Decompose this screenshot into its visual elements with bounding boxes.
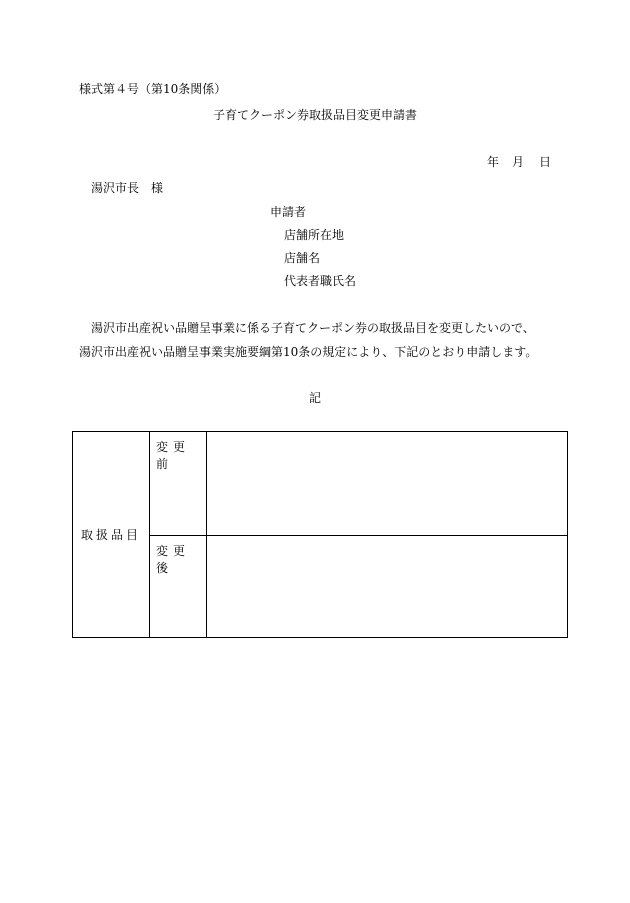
representative-label: 代表者職氏名 [284,274,357,288]
date-month: 月 [512,155,525,169]
store-address-label: 店舗所在地 [284,228,345,242]
after-value-field[interactable] [207,536,568,638]
body-line-1: 湯沢市出産祝い品贈呈事業に係る子育てクーポン券の取扱品目を変更したいので、 [91,321,535,335]
record-mark: 記 [308,391,321,405]
date-year: 年 [487,155,500,169]
applicant-heading: 申請者 [270,205,307,219]
category-cell: 取扱品目 [73,432,150,638]
document-title: 子育てクーポン券取扱品目変更申請書 [212,108,417,122]
table-row-before [73,432,568,536]
date-day: 日 [539,155,552,169]
items-table [72,431,568,638]
addressee: 湯沢市長 様 [91,181,164,195]
body-line-2: 湯沢市出産祝い品贈呈事業実施要綱第10条の規定により、下記のとおり申請します。 [79,345,538,359]
form-number: 様式第４号（第10条関係） [79,82,227,96]
date-line [487,155,551,169]
before-value-field[interactable] [207,432,568,536]
before-label: 変更前 [150,432,207,536]
store-name-label: 店舗名 [284,251,321,265]
after-label: 変更後 [150,536,207,638]
application-body [79,316,571,364]
